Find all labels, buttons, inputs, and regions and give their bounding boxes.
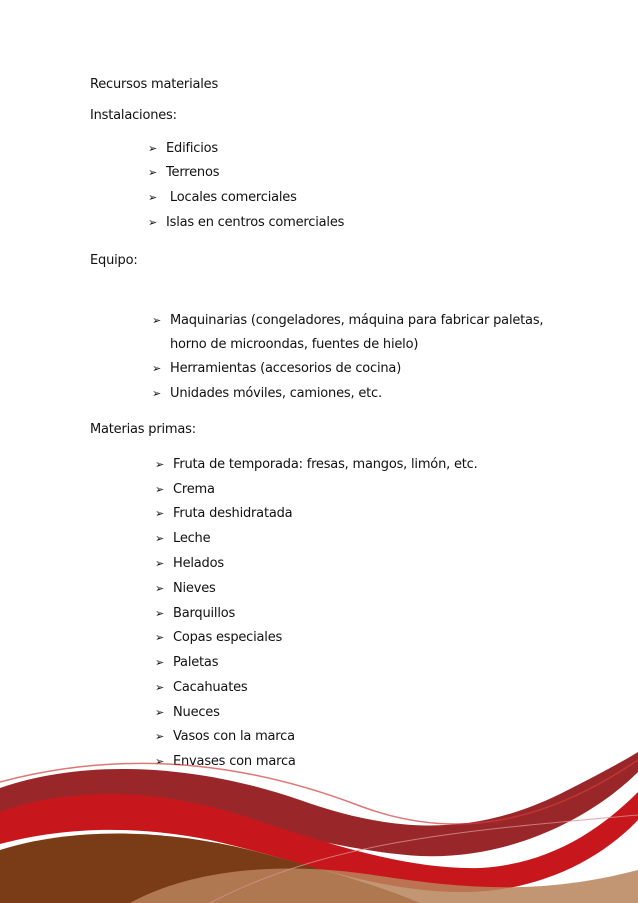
list-item: ➢ Edificios — [148, 141, 218, 156]
list-item: ➢ Nieves — [155, 581, 216, 596]
arrow-bullet-icon: ➢ — [155, 607, 165, 620]
list-item: ➢ Vasos con la marca — [155, 729, 295, 744]
list-item: ➢ Leche — [155, 531, 211, 546]
list-item: ➢ Fruta de temporada: fresas, mangos, limón, etc. — [155, 457, 478, 472]
arrow-bullet-icon: ➢ — [152, 362, 162, 375]
arrow-bullet-icon: ➢ — [148, 191, 158, 204]
page-heading: Recursos materiales — [90, 77, 219, 92]
arrow-bullet-icon: ➢ — [155, 706, 165, 719]
arrow-bullet-icon: ➢ — [155, 755, 165, 768]
arrow-bullet-icon: ➢ — [152, 314, 162, 327]
list-item: ➢ Crema — [155, 482, 215, 497]
section-label-instalaciones: Instalaciones: — [90, 108, 177, 123]
list-item: ➢ Maquinarias (congeladores, máquina para fabricar paletas, — [152, 313, 544, 328]
list-item: ➢ Terrenos — [148, 165, 220, 180]
list-item: ➢ Islas en centros comerciales — [148, 215, 345, 230]
list-item: ➢ Nueces — [155, 705, 220, 720]
section-label-equipo: Equipo: — [90, 253, 138, 268]
list-item: ➢ Barquillos — [155, 606, 236, 621]
arrow-bullet-icon: ➢ — [155, 730, 165, 743]
list-item: ➢ Locales comerciales — [148, 190, 297, 205]
list-item: ➢ Unidades móviles, camiones, etc. — [152, 386, 382, 401]
list-item-continuation: horno de microondas, fuentes de hielo) — [170, 337, 419, 352]
arrow-bullet-icon: ➢ — [155, 681, 165, 694]
arrow-bullet-icon: ➢ — [148, 166, 158, 179]
arrow-bullet-icon: ➢ — [148, 216, 158, 229]
list-item: ➢ Copas especiales — [155, 630, 283, 645]
arrow-bullet-icon: ➢ — [155, 582, 165, 595]
list-item: ➢ Fruta deshidratada — [155, 506, 293, 521]
list-item: ➢ Cacahuates — [155, 680, 248, 695]
list-item: ➢ Helados — [155, 556, 224, 571]
arrow-bullet-icon: ➢ — [155, 458, 165, 471]
arrow-bullet-icon: ➢ — [148, 142, 158, 155]
decorative-wave-footer — [0, 720, 638, 903]
list-item: ➢ Herramientas (accesorios de cocina) — [152, 361, 402, 376]
arrow-bullet-icon: ➢ — [155, 483, 165, 496]
arrow-bullet-icon: ➢ — [155, 656, 165, 669]
arrow-bullet-icon: ➢ — [155, 507, 165, 520]
arrow-bullet-icon: ➢ — [152, 387, 162, 400]
arrow-bullet-icon: ➢ — [155, 631, 165, 644]
section-label-materias-primas: Materias primas: — [90, 422, 196, 437]
arrow-bullet-icon: ➢ — [155, 532, 165, 545]
arrow-bullet-icon: ➢ — [155, 557, 165, 570]
list-item: ➢ Paletas — [155, 655, 219, 670]
list-item: ➢ Envases con marca — [155, 754, 296, 769]
